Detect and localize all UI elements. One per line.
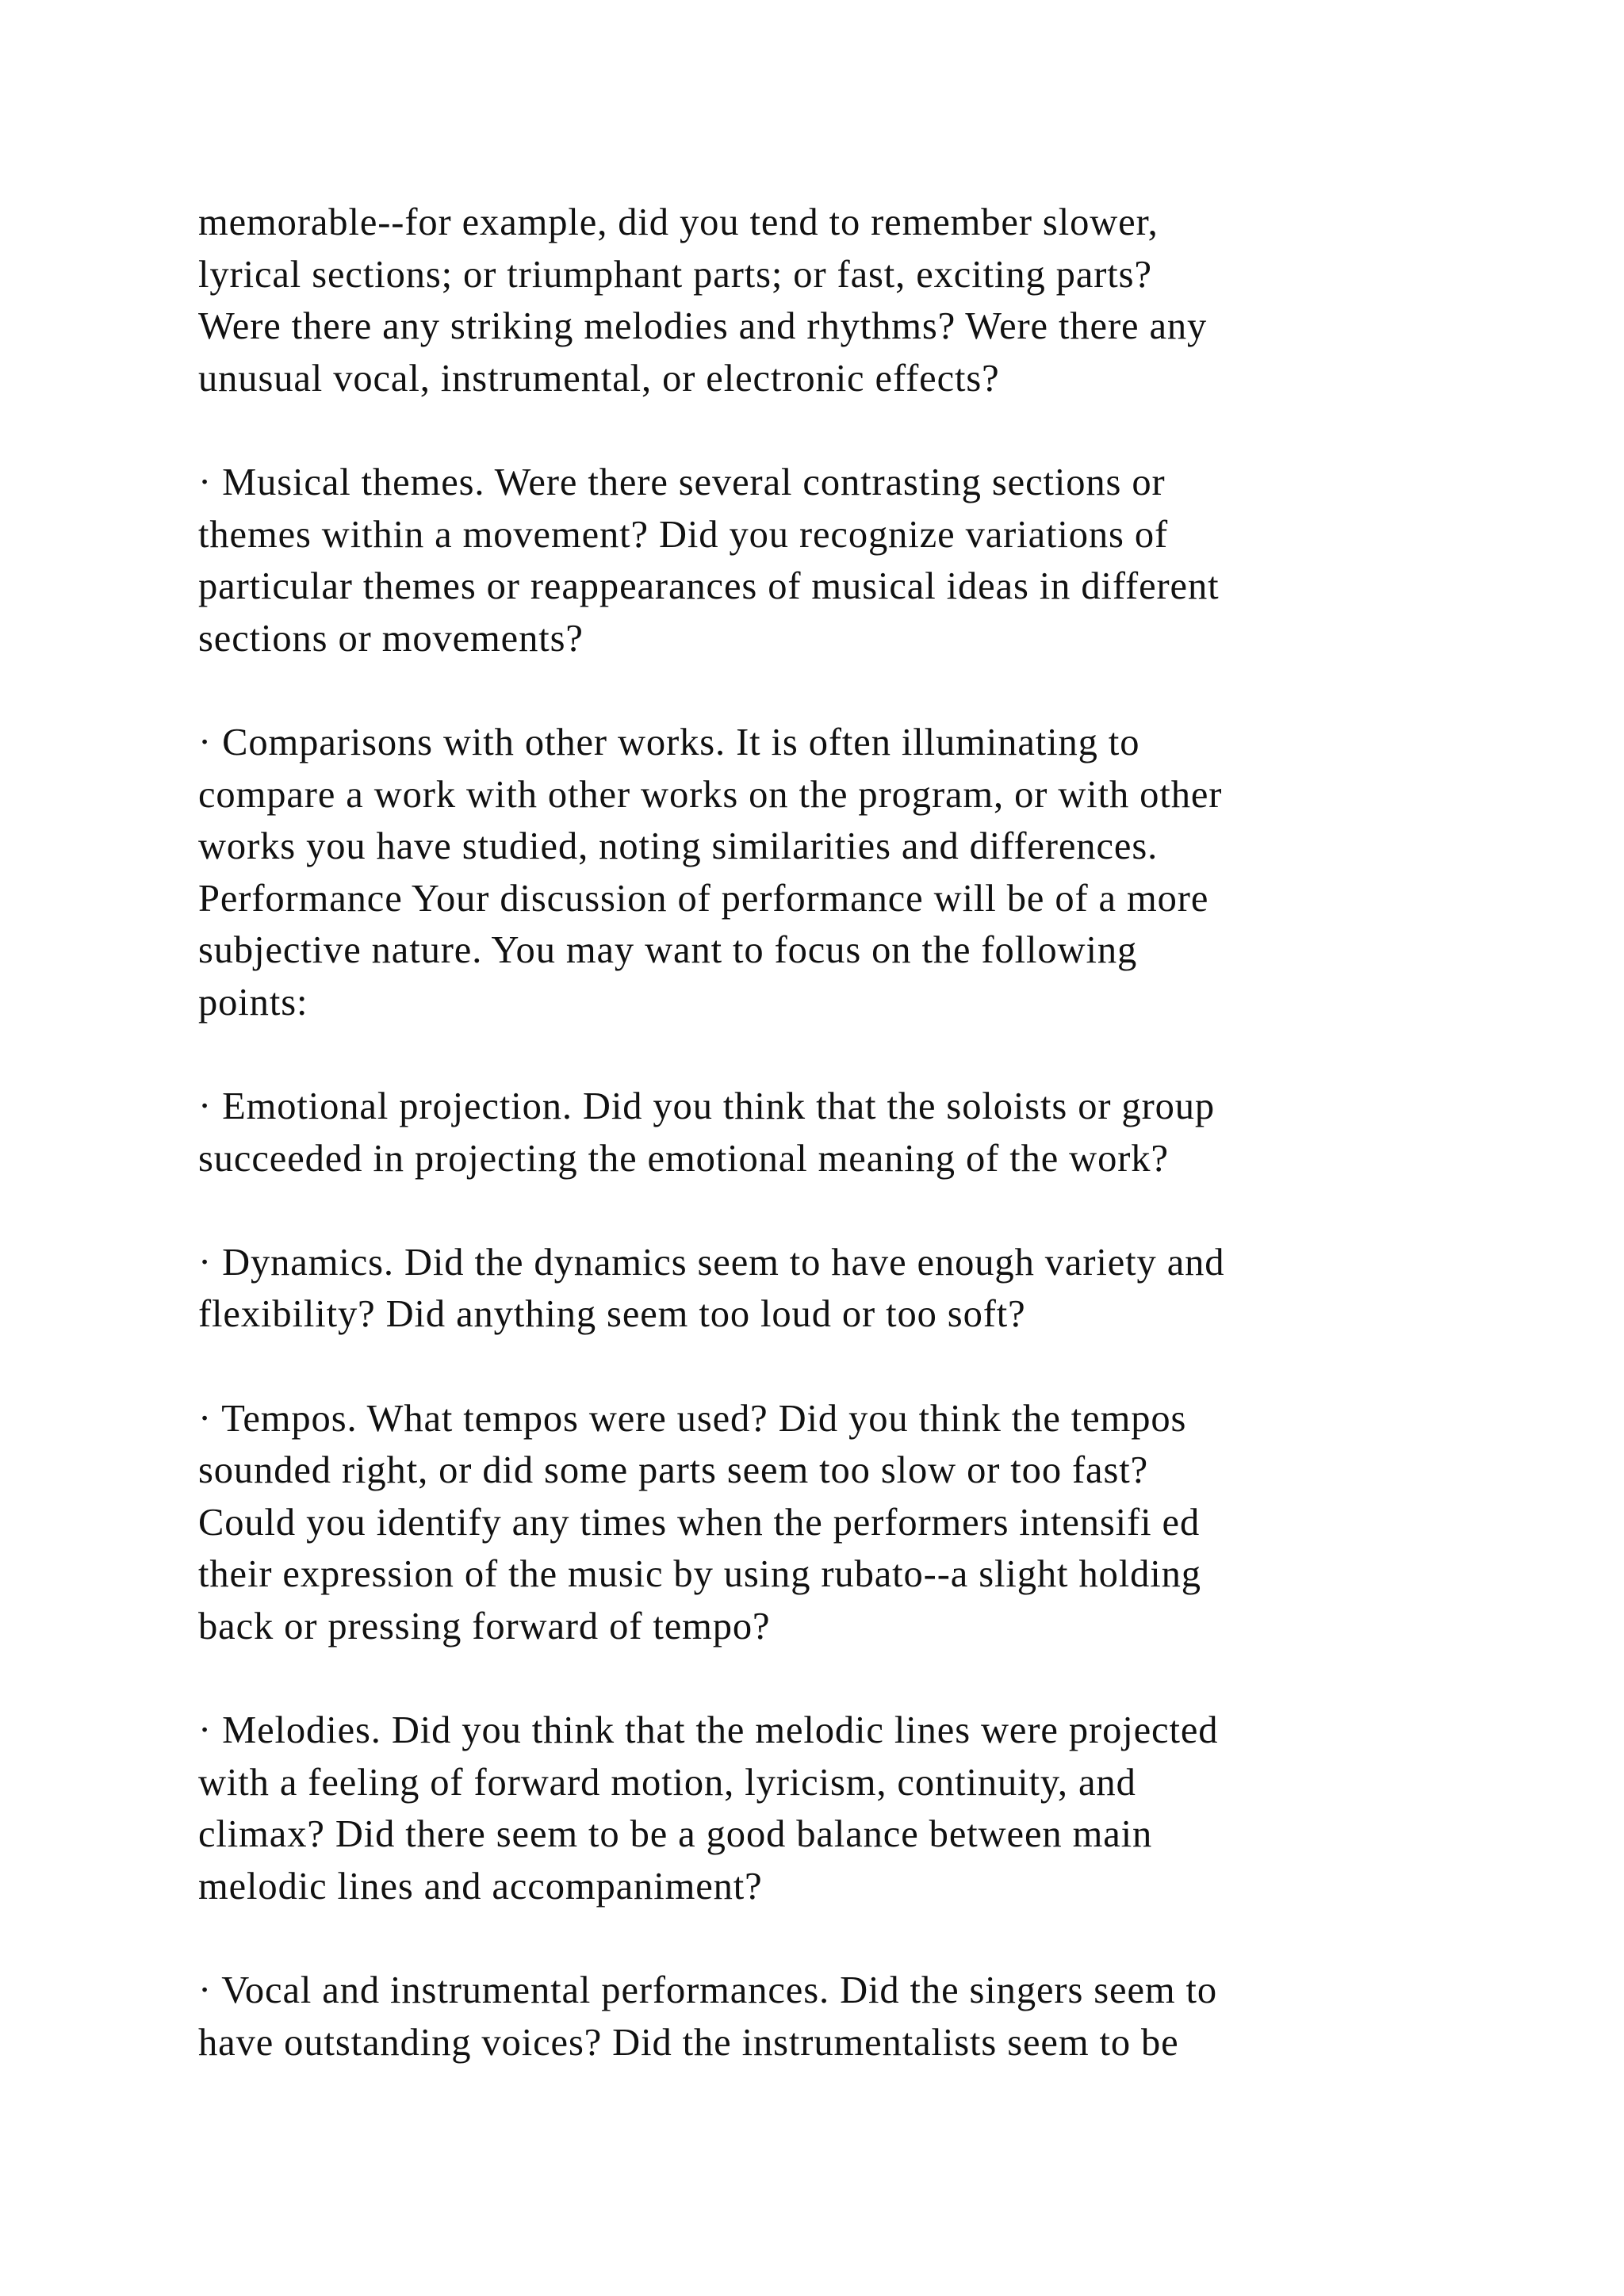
text-line: particular themes or reappearances of musical ideas in different xyxy=(198,565,1220,608)
text-line: sections or movements? xyxy=(198,617,584,660)
text-line: points: xyxy=(198,981,308,1024)
text-line: Performance Your discussion of performance will be of a more xyxy=(198,877,1209,920)
text-line: unusual vocal, instrumental, or electronic effects? xyxy=(198,357,1000,400)
text-line: memorable--for example, did you tend to remember slower, xyxy=(198,201,1159,243)
text-line: · Tempos. What tempos were used? Did you think the tempos xyxy=(198,1397,1187,1440)
text-line: themes within a movement? Did you recognize variations of xyxy=(198,513,1169,556)
text-line: back or pressing forward of tempo? xyxy=(198,1605,771,1648)
paragraph-comparisons xyxy=(198,717,1499,1029)
text-line: · Melodies. Did you think that the melodic lines were projected xyxy=(198,1709,1219,1752)
text-line: their expression of the music by using rubato--a slight holding xyxy=(198,1553,1201,1596)
text-line: · Dynamics. Did the dynamics seem to have enough variety and xyxy=(198,1241,1225,1284)
text-line: · Emotional projection. Did you think that the soloists or group xyxy=(198,1085,1216,1128)
text-line: with a feeling of forward motion, lyricism, continuity, and xyxy=(198,1761,1136,1804)
text-line: Could you identify any times when the performers intensifi ed xyxy=(198,1501,1201,1544)
text-line: melodic lines and accompaniment? xyxy=(198,1866,763,1908)
paragraph-dynamics xyxy=(198,1237,1499,1341)
text-line: compare a work with other works on the program, or with other xyxy=(198,773,1223,816)
text-line: succeeded in projecting the emotional meaning of the work? xyxy=(198,1137,1169,1180)
text-line: Were there any striking melodies and rhythms? Were there any xyxy=(198,305,1208,348)
text-line: works you have studied, noting similarities and differences. xyxy=(198,825,1159,868)
paragraph-memorable-parts xyxy=(198,197,1499,404)
paragraph-musical-themes xyxy=(198,457,1499,664)
paragraph-emotional-projection xyxy=(198,1081,1499,1184)
text-line: have outstanding voices? Did the instrumentalists seem to be xyxy=(198,2021,1179,2064)
document-body xyxy=(198,197,1499,2121)
text-line: subjective nature. You may want to focus on the following xyxy=(198,929,1138,972)
paragraph-melodies xyxy=(198,1705,1499,1912)
text-line: flexibility? Did anything seem too loud or too soft? xyxy=(198,1293,1026,1336)
text-line: · Musical themes. Were there several contrasting sections or xyxy=(198,461,1166,503)
text-line: climax? Did there seem to be a good balance between main xyxy=(198,1813,1153,1856)
paragraph-vocal-instrumental xyxy=(198,1965,1499,2068)
text-line: · Vocal and instrumental performances. Did the singers seem to xyxy=(198,1969,1218,2012)
text-line: sounded right, or did some parts seem too slow or too fast? xyxy=(198,1449,1149,1492)
text-line: lyrical sections; or triumphant parts; or fast, exciting parts? xyxy=(198,253,1152,296)
paragraph-tempos xyxy=(198,1393,1499,1653)
text-line: · Comparisons with other works. It is often illuminating to xyxy=(198,721,1140,763)
